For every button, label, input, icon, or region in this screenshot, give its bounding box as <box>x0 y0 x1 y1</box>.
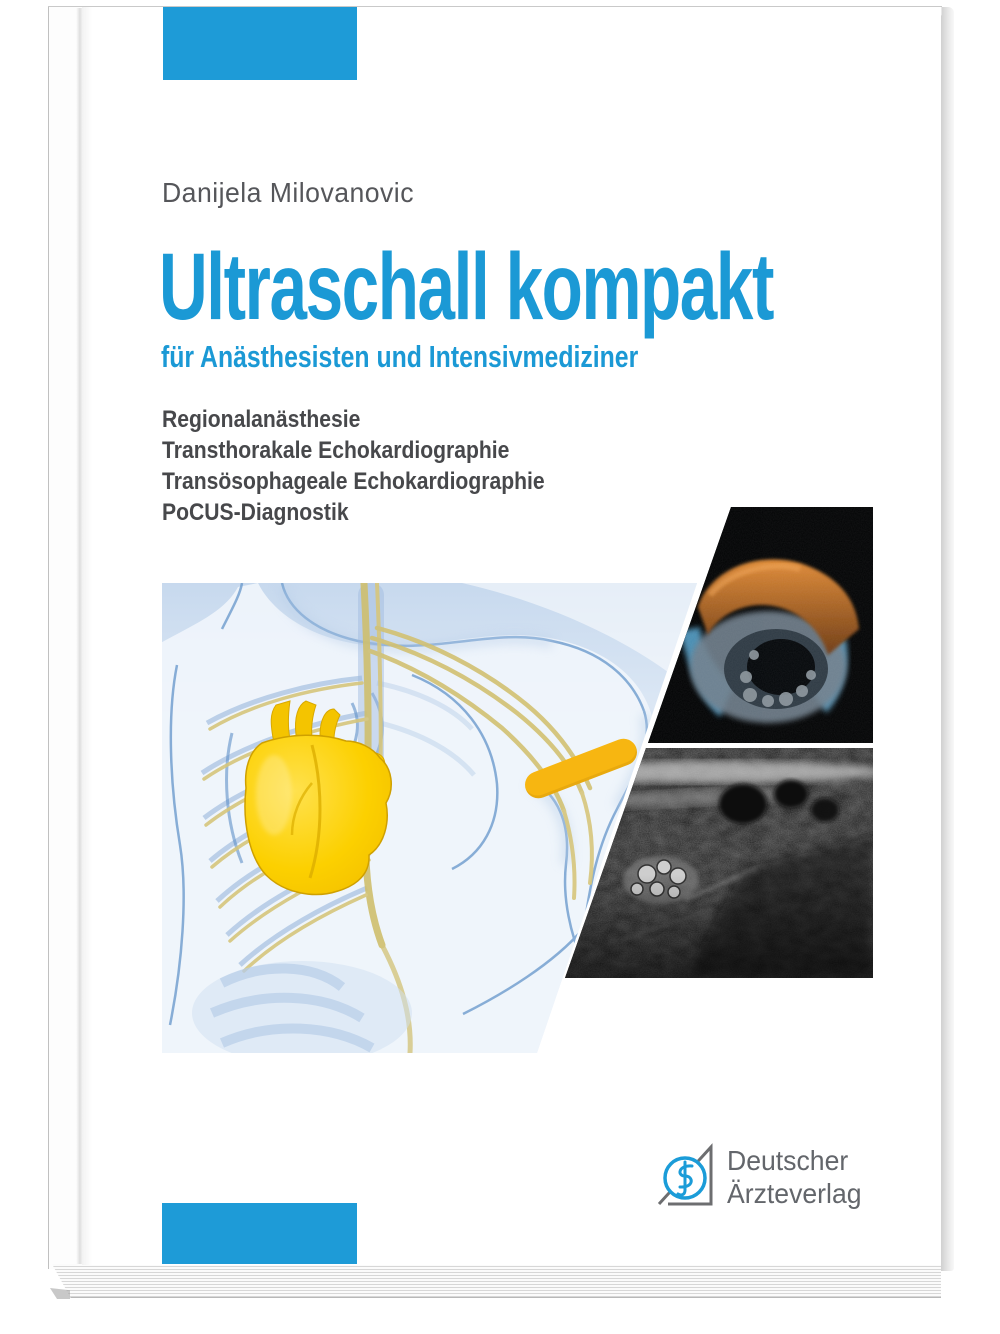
topic-regionalanaesthesie: Regionalanästhesie <box>162 406 361 433</box>
aesculapius-staff-icon <box>655 1138 725 1208</box>
book-page-stack <box>52 1264 941 1298</box>
publisher-logo <box>655 1138 965 1228</box>
publisher-name <box>727 1144 862 1210</box>
book-title: Ultraschall kompakt <box>159 234 774 340</box>
top-blue-band <box>163 7 357 80</box>
topic-pocus-diagnostik: PoCUS-Diagnostik <box>162 499 349 526</box>
front-cover <box>82 7 941 1265</box>
publisher-line-2: Ärzteverlag <box>727 1178 862 1209</box>
topic-transthorakale-echo: Transthorakale Echokardiographie <box>162 437 510 464</box>
topic-list <box>162 404 597 528</box>
author-name: Danijela Milovanovic <box>162 177 414 208</box>
publisher-line-1: Deutscher <box>727 1145 849 1176</box>
book-subtitle: für Anästhesisten und Intensivmediziner <box>161 339 639 374</box>
book-right-edge <box>941 7 954 1271</box>
book <box>48 6 955 1302</box>
topic-transoesophageale-echo: Transösophageale Echokardiographie <box>162 468 545 495</box>
bottom-blue-band <box>162 1203 357 1264</box>
